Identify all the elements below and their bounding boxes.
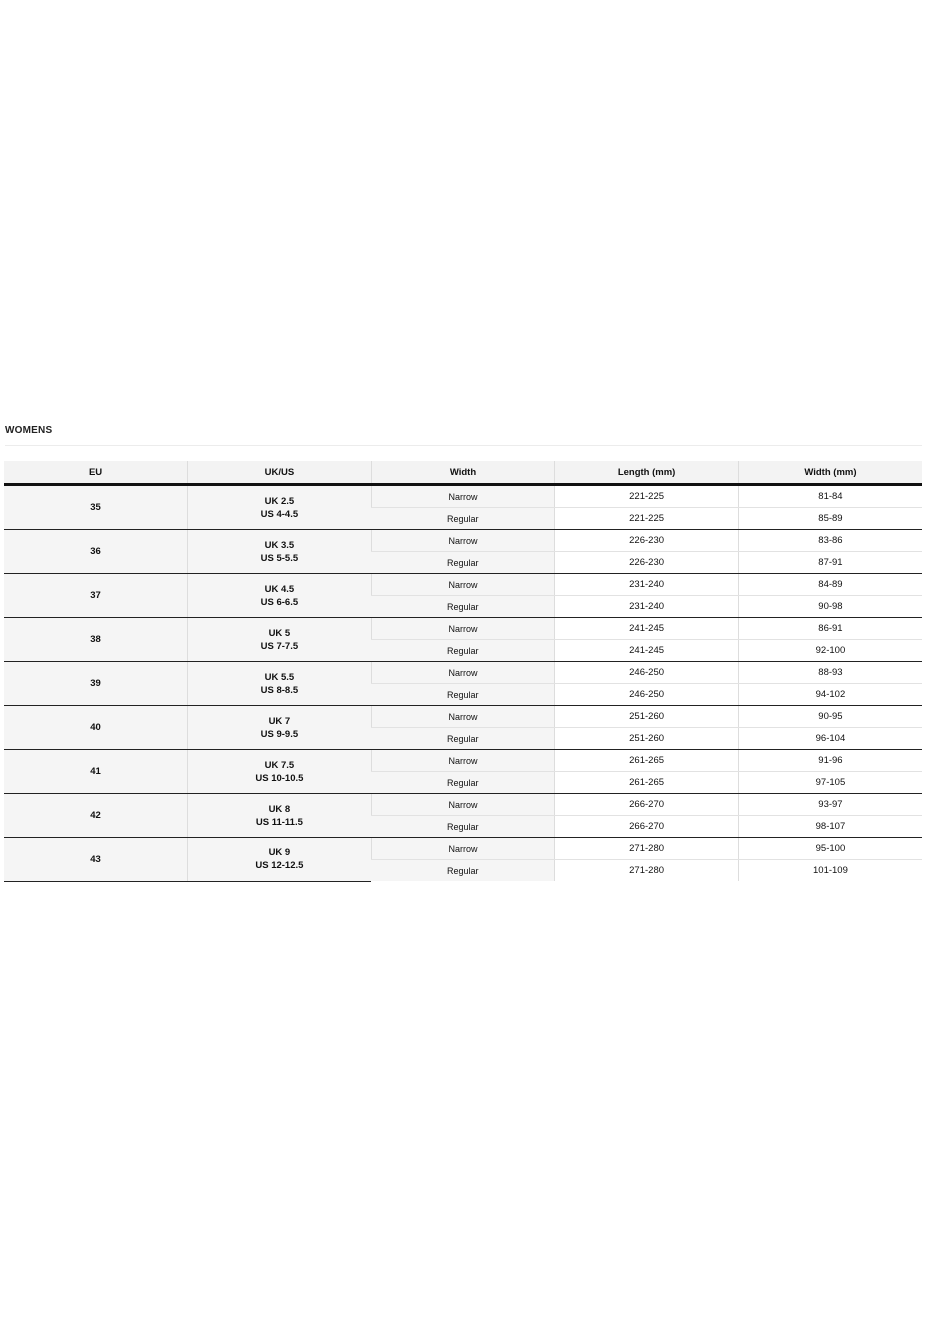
header-uk-us: UK/US (188, 461, 372, 485)
uk-size: UK 5 (268, 627, 291, 639)
us-size: US 6-6.5 (260, 596, 299, 608)
us-size: US 7-7.5 (260, 640, 299, 652)
width-type-cell: Regular (371, 508, 555, 530)
header-eu: EU (4, 461, 188, 485)
width-type-cell: Narrow (371, 485, 555, 508)
width-mm-cell: 88-93 (738, 662, 922, 684)
length-mm-cell: 226-230 (555, 530, 739, 552)
width-type-cell: Regular (371, 640, 555, 662)
us-size: US 10-10.5 (255, 772, 304, 784)
width-type-cell: Regular (371, 684, 555, 706)
width-type-cell: Narrow (371, 794, 555, 816)
length-mm-cell: 251-260 (555, 706, 739, 728)
length-mm-cell: 231-240 (555, 574, 739, 596)
width-mm-cell: 93-97 (738, 794, 922, 816)
uk-size: UK 7.5 (264, 759, 295, 771)
width-mm-cell: 84-89 (738, 574, 922, 596)
eu-size-cell: 39 (4, 662, 188, 706)
uk-us-size-cell (188, 838, 372, 882)
length-mm-cell: 226-230 (555, 552, 739, 574)
length-mm-cell: 266-270 (555, 816, 739, 838)
size-chart-table (4, 461, 922, 882)
width-type-cell: Regular (371, 860, 555, 882)
length-mm-cell: 266-270 (555, 794, 739, 816)
width-mm-cell: 85-89 (738, 508, 922, 530)
length-mm-cell: 221-225 (555, 508, 739, 530)
uk-us-size-cell (188, 485, 372, 530)
length-mm-cell: 246-250 (555, 662, 739, 684)
width-mm-cell: 92-100 (738, 640, 922, 662)
uk-size: UK 8 (268, 803, 291, 815)
width-mm-cell: 98-107 (738, 816, 922, 838)
uk-size: UK 4.5 (264, 583, 295, 595)
width-mm-cell: 83-86 (738, 530, 922, 552)
width-type-cell: Regular (371, 772, 555, 794)
width-type-cell: Narrow (371, 750, 555, 772)
length-mm-cell: 231-240 (555, 596, 739, 618)
us-size: US 9-9.5 (260, 728, 299, 740)
uk-size: UK 9 (268, 847, 291, 859)
width-type-cell: Narrow (371, 530, 555, 552)
length-mm-cell: 241-245 (555, 640, 739, 662)
eu-size-cell: 37 (4, 574, 188, 618)
eu-size-cell: 42 (4, 794, 188, 838)
table-row (4, 750, 922, 772)
uk-us-size-cell (188, 574, 372, 618)
length-mm-cell: 261-265 (555, 750, 739, 772)
section-divider (5, 445, 922, 446)
length-mm-cell: 271-280 (555, 860, 739, 882)
length-mm-cell: 261-265 (555, 772, 739, 794)
eu-size-cell: 38 (4, 618, 188, 662)
uk-us-size-cell (188, 794, 372, 838)
uk-us-size-cell (188, 750, 372, 794)
table-row (4, 485, 922, 508)
uk-size: UK 7 (268, 715, 291, 727)
length-mm-cell: 271-280 (555, 838, 739, 860)
uk-us-size-cell (188, 662, 372, 706)
width-mm-cell: 90-98 (738, 596, 922, 618)
width-mm-cell: 81-84 (738, 485, 922, 508)
length-mm-cell: 251-260 (555, 728, 739, 750)
length-mm-cell: 246-250 (555, 684, 739, 706)
eu-size-cell: 40 (4, 706, 188, 750)
us-size: US 8-8.5 (260, 684, 299, 696)
table-header (4, 461, 922, 485)
eu-size-cell: 36 (4, 530, 188, 574)
width-mm-cell: 91-96 (738, 750, 922, 772)
width-type-cell: Narrow (371, 838, 555, 860)
width-mm-cell: 97-105 (738, 772, 922, 794)
width-type-cell: Narrow (371, 662, 555, 684)
eu-size-cell: 35 (4, 485, 188, 530)
width-mm-cell: 101-109 (738, 860, 922, 882)
header-length-mm: Length (mm) (555, 461, 739, 485)
width-type-cell: Narrow (371, 706, 555, 728)
us-size: US 11-11.5 (255, 816, 303, 828)
width-type-cell: Narrow (371, 618, 555, 640)
eu-size-cell: 43 (4, 838, 188, 882)
width-mm-cell: 90-95 (738, 706, 922, 728)
header-row (4, 461, 922, 485)
table-row (4, 794, 922, 816)
length-mm-cell: 241-245 (555, 618, 739, 640)
width-mm-cell: 96-104 (738, 728, 922, 750)
table-row (4, 530, 922, 552)
uk-us-size-cell (188, 706, 372, 750)
uk-size: UK 3.5 (264, 539, 295, 551)
table-row (4, 662, 922, 684)
header-width: Width (371, 461, 555, 485)
table-body (4, 485, 922, 882)
width-mm-cell: 87-91 (738, 552, 922, 574)
uk-us-size-cell (188, 618, 372, 662)
table-row (4, 574, 922, 596)
table-row (4, 706, 922, 728)
us-size: US 5-5.5 (260, 552, 299, 564)
eu-size-cell: 41 (4, 750, 188, 794)
width-mm-cell: 94-102 (738, 684, 922, 706)
width-type-cell: Narrow (371, 574, 555, 596)
width-type-cell: Regular (371, 816, 555, 838)
width-type-cell: Regular (371, 728, 555, 750)
width-mm-cell: 95-100 (738, 838, 922, 860)
section-title: WOMENS (5, 425, 53, 436)
header-width-mm: Width (mm) (738, 461, 922, 485)
uk-size: UK 5.5 (264, 671, 295, 683)
width-type-cell: Regular (371, 552, 555, 574)
us-size: US 4-4.5 (260, 508, 299, 520)
uk-size: UK 2.5 (264, 495, 295, 507)
width-mm-cell: 86-91 (738, 618, 922, 640)
width-type-cell: Regular (371, 596, 555, 618)
table-row (4, 838, 922, 860)
us-size: US 12-12.5 (255, 860, 304, 872)
table-row (4, 618, 922, 640)
uk-us-size-cell (188, 530, 372, 574)
length-mm-cell: 221-225 (555, 485, 739, 508)
